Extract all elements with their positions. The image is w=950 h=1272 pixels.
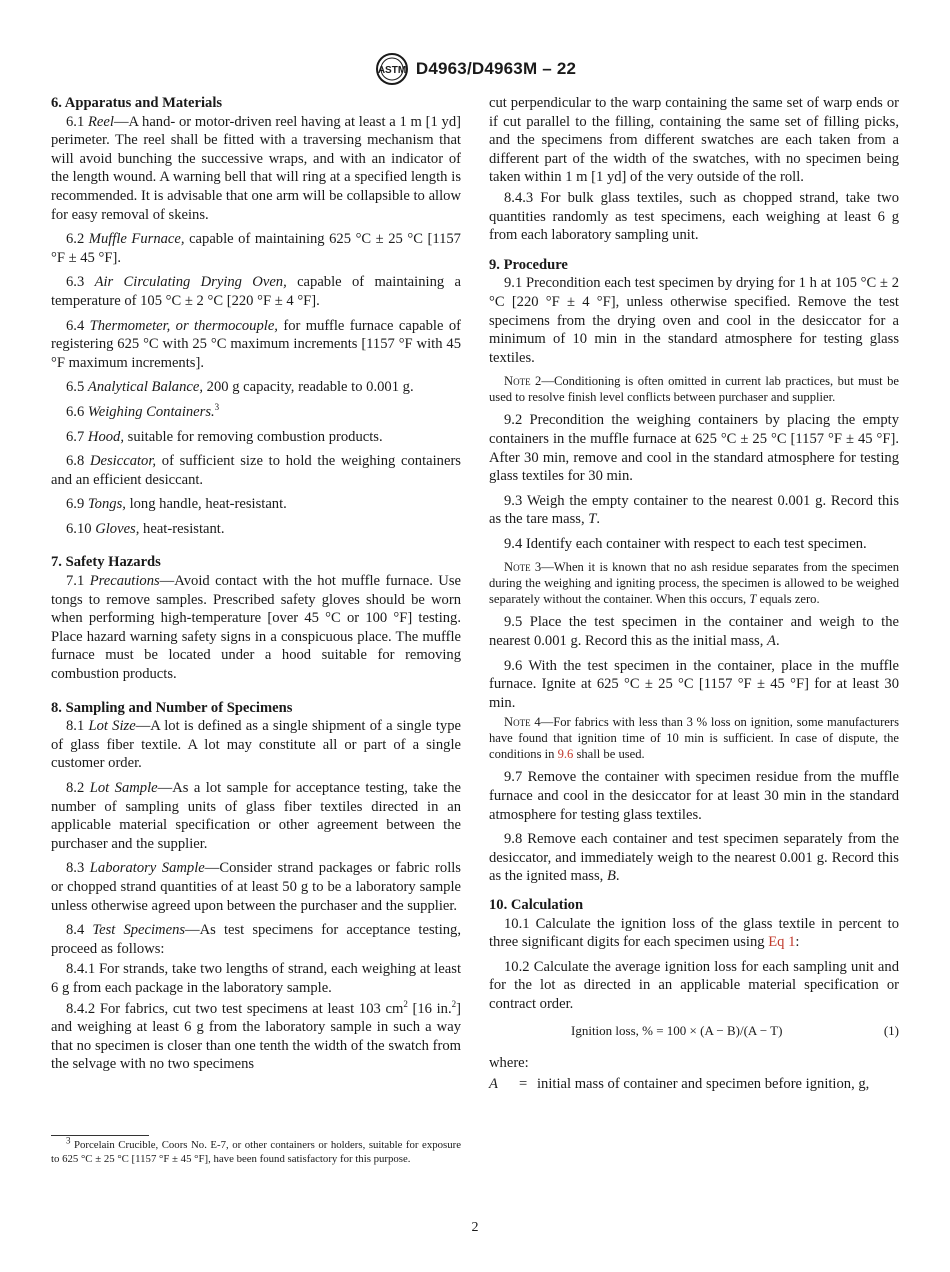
- paragraph-10-1: 10.1 Calculate the ignition loss of the glass textile in percent to three significant digits for each specimen using Eq 1:: [489, 915, 899, 951]
- definition-text: initial mass of container and specimen before ignition, g,: [537, 1075, 870, 1092]
- paragraph-8-3: 8.3 Laboratory Sample—Consider strand packages or fabric rolls or chopped strand quantities of at least 50 g to be a laboratory sample unless otherwise agreed upon between the purchaser and the supplier.: [51, 860, 461, 914]
- paragraph-9-2: 9.2 Precondition the weighing containers by placing the empty containers in the muffle furnace at 625 °C ± 25 °C [1157 °F ± 45 °F]. After 30 min, remove and cool in the standard atmosphere for testing glass textiles for 30 min.: [489, 412, 899, 485]
- where-label: where:: [489, 1055, 529, 1072]
- paragraph-8-4-3: 8.4.3 For bulk glass textiles, such as chopped strand, take two quantities randomly as test specimens, each weighing at least 6 g from each laboratory sampling unit.: [489, 189, 899, 244]
- note-4: Note 4—For fabrics with less than 3 % loss on ignition, some manufacturers have found that ignition time of 10 min is sufficient. In case of dispute, the conditions in 9.6 shall be used.: [489, 715, 899, 762]
- astm-logo-icon: [374, 52, 410, 86]
- equation-1-link[interactable]: Eq 1: [768, 934, 796, 951]
- paragraph-6-9: 6.9 Tongs, long handle, heat-resistant.: [66, 496, 287, 513]
- paragraph-6-2: 6.2 Muffle Furnace, capable of maintaining 625 °C ± 25 °C [1157 °F ± 45 °F].: [51, 231, 461, 266]
- equation-1: [489, 1022, 899, 1041]
- paragraph-9-5: 9.5 Place the test specimen in the container and weigh to the nearest 0.001 g. Record this as the initial mass, A.: [489, 614, 899, 650]
- paragraph-8-2: 8.2 Lot Sample—As a lot sample for acceptance testing, take the number of sampling units of glass fiber textiles directed in an applicable material specification or other agreement between the purchaser and the supplier.: [51, 780, 461, 852]
- section-6-heading: 6. Apparatus and Materials: [51, 95, 223, 111]
- definition-symbol: A: [489, 1075, 498, 1092]
- paragraph-6-6: 6.6 Weighing Containers.$^3$: [66, 402, 220, 420]
- paragraph-9-8: 9.8 Remove each container and test specimen separately from the desiccator, and immediately weigh to the nearest 0.001 g. Record this as the ignited mass, B.: [489, 831, 899, 885]
- paragraph-6-4: 6.4 Thermometer, or thermocouple, for muffle furnace capable of registering 625 °C with 25 °C maximum increments [1157 °F with 45 °F maximum increments].: [51, 317, 461, 371]
- paragraph-8-4-2: 8.4.2 For fabrics, cut two test specimens at least 103 $cm^2$ [16 in.$^2$] and weighing at least 6 g from the laboratory sample in such a way that no specimen is closer than one tenth the width of the swatch from the selvage with no two specimens: [51, 998, 461, 1073]
- paragraph-8-4-1: 8.4.1 For strands, take two lengths of strand, each weighing at least 6 g from each package in the laboratory sample.: [51, 961, 461, 996]
- paragraph-7-1: 7.1 Precautions—Avoid contact with the hot muffle furnace. Use tongs to remove samples. Prescribed safety gloves should be worn when performing high-temperature [over 45 °C or 100 °F] testing. Place hazard warning safety signs in a conspicuous place. The muffle furnace must be located under a hood suitable for removing combustion products.: [51, 573, 461, 683]
- paragraph-8-4: 8.4 Test Specimens—As test specimens for acceptance testing, proceed as follows:: [51, 922, 461, 957]
- paragraph-8-4-2-continued: cut perpendicular to the warp containing the same set of warp ends or if cut parallel to the filling, containing the same set of filling picks, and the specimens from different swatches are each taken from a different part of the width of the swatches, with no specimen being taken within 1 m [1 yd] of the very outside of the roll.: [489, 95, 899, 186]
- paragraph-9-1: 9.1 Precondition each test specimen by drying for 1 h at 105 °C ± 2 °C [220 °F ± 4 °F], unless otherwise specified. Remove the test specimens from the drying oven and cool in the desiccator for a minimum of 10 min in the standard atmosphere for testing glass textiles.: [489, 275, 899, 366]
- paragraph-9-7: 9.7 Remove the container with specimen residue from the muffle furnace and cool in the desiccator for at least 30 min in the standard atmosphere for testing glass textiles.: [489, 769, 899, 823]
- equation-number: (1): [883, 1022, 899, 1038]
- section-8-heading: 8. Sampling and Number of Specimens: [51, 699, 293, 716]
- paragraph-6-10: 6.10 Gloves, heat-resistant.: [66, 520, 225, 537]
- section-10-heading: 10. Calculation: [489, 897, 584, 913]
- paragraph-10-2: 10.2 Calculate the average ignition loss for each sampling unit and for the lot as directed in an applicable material specification or contract order.: [489, 958, 899, 1012]
- left-column: [51, 94, 461, 1076]
- paragraph-9-3: 9.3 Weigh the empty container to the nearest 0.001 g. Record this as the tare mass, T.: [489, 492, 899, 528]
- paragraph-9-4: 9.4 Identify each container with respect to each test specimen.: [504, 535, 867, 552]
- note-3: Note 3—When it is known that no ash residue separates from the specimen during the weighing and igniting process, the specimen is allowed to be weighed separately without the container. When this occurs, T equals zero.: [489, 560, 899, 607]
- definition-a: [489, 1075, 899, 1094]
- page-number: 2: [471, 1220, 479, 1235]
- paragraph-6-8: 6.8 Desiccator, of sufficient size to hold the weighing containers and an efficient desiccant.: [51, 453, 461, 488]
- definition-equals: =: [519, 1075, 528, 1092]
- section-7-heading: 7. Safety Hazards: [51, 554, 161, 571]
- section-9-6-link[interactable]: 9.6: [557, 747, 574, 762]
- paragraph-6-7: 6.7 Hood, suitable for removing combustion products.: [66, 428, 383, 445]
- svg-text:ASTM: ASTM: [377, 65, 407, 76]
- paragraph-8-1: 8.1 Lot Size—A lot is defined as a single shipment of a single type of glass fiber textile. A lot may constitute all or part of a single customer order.: [51, 718, 462, 772]
- note-2: Note 2—Conditioning is often omitted in current lab practices, but must be used to resolve finish level conflicts between purchaser and supplier.: [489, 374, 899, 405]
- section-9-heading: 9. Procedure: [489, 256, 568, 273]
- paragraph-6-1: 6.1 Reel—A hand- or motor-driven reel having at least a 1 m [1 yd] perimeter. The reel shall be fitted with a traversing mechanism that will avoid bunching the successive wraps, and with an indicator of the length wound. A warning bell that will ring at a specified length is recommended. It is advisable that one arm will be collapsible to allow for easy removal of skeins.: [51, 113, 461, 223]
- footnote-3: $^3$ Porcelain Crucible, Coors No. E-7, or other containers or holders, suitable for exposure to 625 °C ± 25 °C [1157 °F ± 45 °F], have been found satisfactory for this purpose.: [51, 1135, 461, 1165]
- right-column: [489, 94, 899, 1093]
- paragraph-6-3: 6.3 Air Circulating Drying Oven, capable of maintaining a temperature of 105 °C ± 2 °C [220 °F ± 4 °F].: [51, 274, 461, 309]
- paragraph-6-5: 6.5 Analytical Balance, 200 g capacity, readable to 0.001 g.: [66, 379, 414, 396]
- page-header: [0, 52, 950, 86]
- equation-expression: Ignition loss, % = 100 × (A − B)/(A − T): [571, 1022, 783, 1038]
- document-designation: D4963/D4963M – 22: [415, 59, 577, 78]
- paragraph-9-6: 9.6 With the test specimen in the container, place in the muffle furnace. Ignite at 625 °C ± 25 °C [1157 °F ± 45 °F] for at least 30 min.: [489, 657, 899, 711]
